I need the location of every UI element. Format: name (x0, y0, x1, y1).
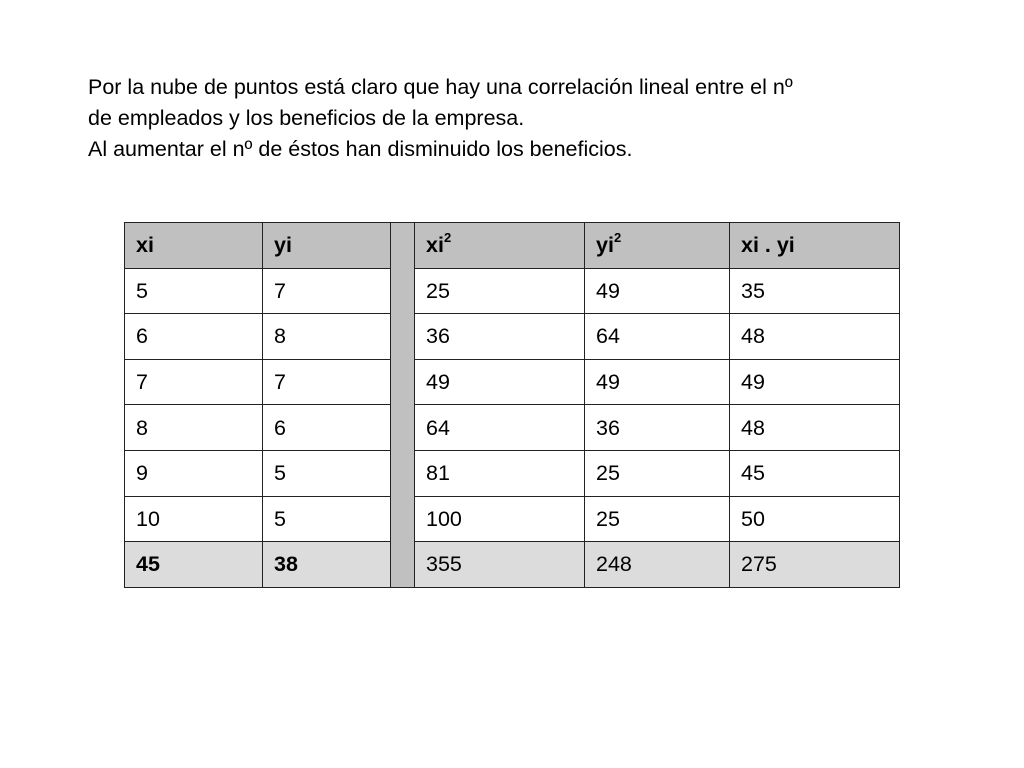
total-yi-squared: 248 (585, 542, 730, 588)
totals-row (125, 542, 900, 588)
cell-yi: 8 (263, 314, 391, 360)
table-row (125, 405, 900, 451)
regression-table (124, 222, 900, 588)
cell-xi: 7 (125, 359, 263, 405)
header-yi-squared-base: yi (596, 233, 614, 258)
header-xi-squared-base: xi (426, 233, 444, 258)
cell-xi: 10 (125, 496, 263, 542)
intro-text (88, 72, 968, 165)
header-xi-squared-exponent: 2 (443, 230, 452, 246)
cell-yi-squared: 25 (585, 450, 730, 496)
cell-xi: 9 (125, 450, 263, 496)
table-row (125, 268, 900, 314)
cell-yi: 6 (263, 405, 391, 451)
header-row (125, 223, 900, 269)
table-row (125, 359, 900, 405)
cell-xi-squared: 100 (415, 496, 585, 542)
cell-xi-times-yi: 49 (730, 359, 900, 405)
intro-line-1: Por la nube de puntos está claro que hay una correlación lineal entre el nº (88, 75, 793, 99)
cell-xi: 6 (125, 314, 263, 360)
cell-xi: 8 (125, 405, 263, 451)
total-xi-squared: 355 (415, 542, 585, 588)
total-xi-times-yi: 275 (730, 542, 900, 588)
cell-yi: 5 (263, 450, 391, 496)
intro-line-2: de empleados y los beneficios de la empresa. (88, 106, 525, 130)
total-yi: 38 (263, 542, 391, 588)
cell-xi-squared: 36 (415, 314, 585, 360)
cell-yi: 5 (263, 496, 391, 542)
cell-xi-times-yi: 48 (730, 405, 900, 451)
cell-xi-times-yi: 35 (730, 268, 900, 314)
table-row (125, 450, 900, 496)
cell-xi-times-yi: 48 (730, 314, 900, 360)
cell-yi-squared: 64 (585, 314, 730, 360)
cell-xi-squared: 81 (415, 450, 585, 496)
table-spacer-column (391, 223, 415, 588)
header-yi-squared-exponent: 2 (613, 230, 622, 246)
cell-yi-squared: 49 (585, 268, 730, 314)
cell-xi-squared: 25 (415, 268, 585, 314)
cell-xi-times-yi: 45 (730, 450, 900, 496)
cell-yi-squared: 25 (585, 496, 730, 542)
table-row (125, 314, 900, 360)
intro-line-3: Al aumentar el nº de éstos han disminuido los beneficios. (88, 137, 633, 161)
cell-xi-times-yi: 50 (730, 496, 900, 542)
header-yi: yi (263, 223, 391, 269)
cell-yi-squared: 49 (585, 359, 730, 405)
cell-yi: 7 (263, 268, 391, 314)
header-xi: xi (125, 223, 263, 269)
cell-yi-squared: 36 (585, 405, 730, 451)
cell-xi: 5 (125, 268, 263, 314)
header-yi-squared (585, 223, 730, 269)
header-xi-times-yi: xi . yi (730, 223, 900, 269)
cell-yi: 7 (263, 359, 391, 405)
cell-xi-squared: 49 (415, 359, 585, 405)
total-xi: 45 (125, 542, 263, 588)
header-xi-squared (415, 223, 585, 269)
table-row (125, 496, 900, 542)
cell-xi-squared: 64 (415, 405, 585, 451)
